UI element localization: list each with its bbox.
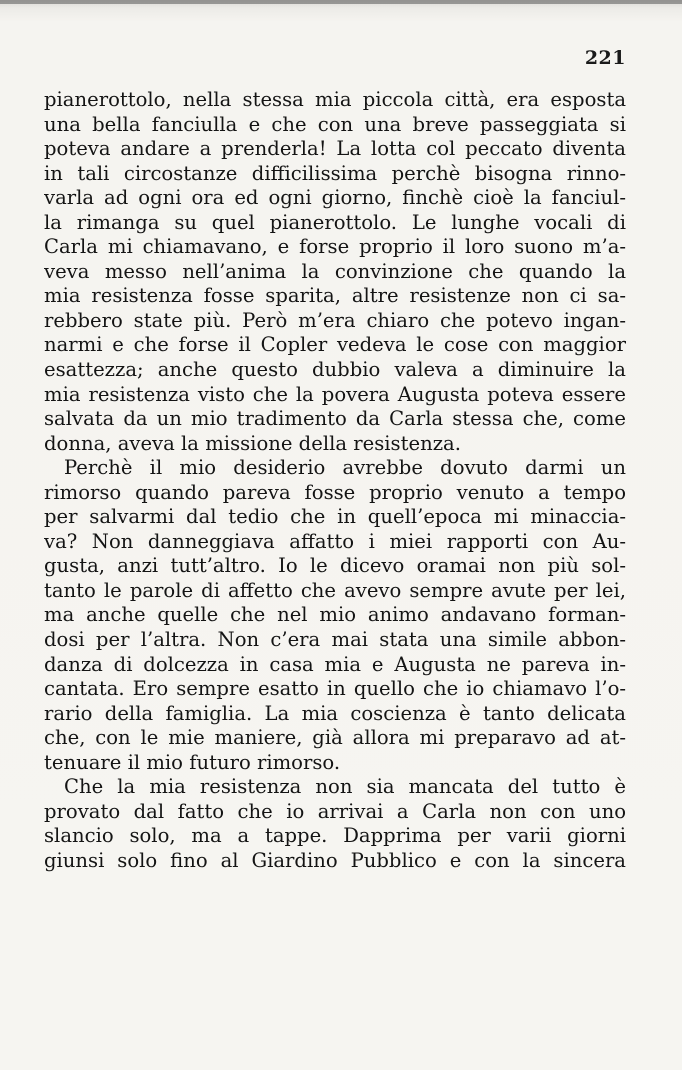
text-line: slancio solo, ma a tappe. Dapprima per varii giorni [44, 824, 626, 848]
text-line: varla ad ogni ora ed ogni giorno, finchè cioè la fanciul- [44, 186, 626, 210]
text-line: mia resistenza fosse sparita, altre resistenze non ci sa- [44, 284, 626, 308]
text-line: una bella fanciulla e che con una breve passeggiata si [44, 112, 626, 136]
text-line: mia resistenza visto che la povera Augusta poteva essere [44, 382, 626, 406]
text-line: dosi per l’altra. Non c’era mai stata una simile abbon- [44, 628, 626, 652]
text-line: in tali circostanze difficilissima perchè bisogna rinno- [44, 161, 626, 185]
text-line: poteva andare a prenderla! La lotta col peccato diventa [44, 137, 626, 161]
text-line: ma anche quelle che nel mio animo andavano forman- [44, 603, 626, 627]
body-text [44, 88, 626, 874]
text-line: danza di dolcezza in casa mia e Augusta ne pareva in- [44, 652, 626, 676]
text-line: rario della famiglia. La mia coscienza è tanto delicata [44, 701, 626, 725]
text-line: cantata. Ero sempre esatto in quello che io chiamavo l’o- [44, 677, 626, 701]
text-line: rebbero state più. Però m’era chiaro che potevo ingan- [44, 308, 626, 332]
page-number: 221 [584, 47, 626, 69]
page-top-edge [0, 0, 682, 4]
text-line: pianerottolo, nella stessa mia piccola città, era esposta [44, 88, 626, 111]
text-line: tanto le parole di affetto che avevo sempre avute per lei, [44, 578, 626, 602]
text-line: Perchè il mio desiderio avrebbe dovuto darmi un [64, 456, 626, 480]
text-line: gusta, anzi tutt’altro. Io le dicevo oramai non più sol- [44, 554, 626, 578]
text-line: donna, aveva la missione della resistenza. [44, 431, 461, 455]
text-line: per salvarmi dal tedio che in quell’epoca mi minaccia- [44, 505, 626, 529]
text-line: provato dal fatto che io arrivai a Carla non con uno [44, 799, 626, 823]
text-line: la rimanga su quel pianerottolo. Le lunghe vocali di [44, 210, 626, 234]
text-line: salvata da un mio tradimento da Carla stessa che, come [44, 407, 626, 431]
text-line: Carla mi chiamavano, e forse proprio il loro suono m’a- [44, 235, 626, 259]
text-line: va? Non danneggiava affatto i miei rapporti con Au- [44, 529, 626, 553]
text-line: che, con le mie maniere, già allora mi preparavo ad at- [44, 726, 626, 750]
text-line: esattezza; anche questo dubbio valeva a diminuire la [44, 358, 626, 382]
text-line: Che la mia resistenza non sia mancata del tutto è [64, 775, 626, 799]
text-line: rimorso quando pareva fosse proprio venuto a tempo [44, 480, 626, 504]
text-line: narmi e che forse il Copler vedeva le cose con maggior [44, 333, 626, 357]
text-line: tenuare il mio futuro rimorso. [44, 750, 341, 774]
text-line: giunsi solo fino al Giardino Pubblico e con la sincera [44, 848, 626, 872]
text-line: veva messo nell’anima la convinzione che quando la [44, 259, 626, 283]
